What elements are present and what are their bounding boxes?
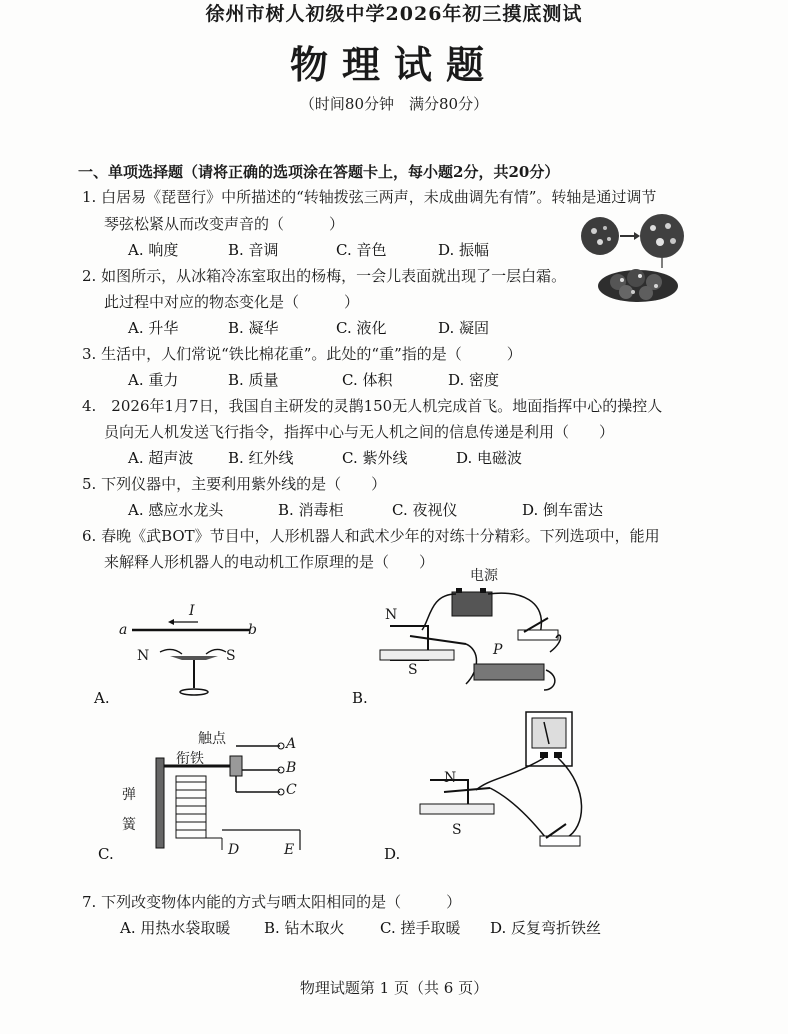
q6-option-a: A. (94, 689, 110, 707)
fig-c-armature-label: 衔铁 (176, 751, 204, 767)
q6-option-d: D. (384, 845, 401, 863)
q1-stem-line1: 1. 白居易《琵琶行》中所描述的“转轴拨弦三两声，未成曲调先有情”。转轴是通过调节 (82, 188, 657, 206)
q2-option-c: C. 液化 (336, 319, 387, 337)
q4-stem-line2: 员向无人机发送飞行指令，指挥中心与无人机之间的信息传递是利用（ ） (104, 423, 615, 441)
exam-info: （时间80分钟 满分80分） (299, 95, 489, 113)
q6-stem-line2: 来解释人形机器人的电动机工作原理的是（ ） (104, 553, 435, 571)
q1-option-c: C. 音色 (336, 241, 387, 259)
q5-stem: 5. 下列仪器中，主要利用紫外线的是（ ） (82, 475, 387, 493)
fig-c-contact-label: 触点 (198, 731, 226, 747)
q3-option-b: B. 质量 (228, 371, 279, 389)
q2-option-d: D. 凝固 (438, 319, 490, 337)
q2-option-b: B. 凝华 (228, 319, 279, 337)
fig-a-end-a: a (119, 622, 128, 638)
q4-option-b: B. 红外线 (228, 449, 294, 467)
figure-a-oersted-diagram (110, 620, 270, 710)
q1-option-d: D. 振幅 (438, 241, 490, 259)
q3-option-a: A. 重力 (128, 371, 179, 389)
q2-stem-line2: 此过程中对应的物态变化是（ ） (104, 293, 360, 311)
fig-a-current: I (189, 603, 195, 619)
q1-stem-line2: 琴弦松紧从而改变声音的（ ） (104, 215, 345, 233)
fig-a-south: S (226, 648, 236, 664)
q4-stem-line1: 4. 2026年1月7日，我国自主研发的灵鹊150无人机完成首飞。地面指挥中心的操控人 (82, 397, 663, 415)
figure-b-motor-diagram (370, 580, 570, 700)
q5-option-a: A. 感应水龙头 (128, 501, 224, 519)
q3-option-d: D. 密度 (448, 371, 500, 389)
q7-stem: 7. 下列改变物体内能的方式与晒太阳相同的是（ ） (82, 893, 462, 911)
q1-option-b: B. 音调 (228, 241, 279, 259)
fig-c-terminal-e: E (284, 842, 295, 858)
q7-option-b: B. 钻木取火 (264, 919, 345, 937)
q7-option-d: D. 反复弯折铁丝 (490, 919, 602, 937)
fig-b-north: N (385, 607, 398, 623)
fig-c-spring-label: 弹簧 (122, 787, 136, 833)
q7-option-c: C. 搓手取暖 (380, 919, 461, 937)
q4-option-a: A. 超声波 (128, 449, 194, 467)
school-header: 徐州市树人初级中学2026年初三摸底测试 (205, 3, 583, 25)
q6-stem-line1: 6. 春晚《武BOT》节目中，人形机器人和武术少年的对练十分精彩。下列选项中，能用 (82, 527, 660, 545)
fig-d-south: S (452, 822, 462, 838)
fig-c-terminal-c: C (286, 782, 297, 798)
q4-option-d: D. 电磁波 (456, 449, 523, 467)
page-footer: 物理试题第 1 页（共 6 页） (299, 979, 489, 997)
q7-option-a: A. 用热水袋取暖 (120, 919, 231, 937)
q1-option-a: A. 响度 (128, 241, 179, 259)
figure-c-relay-diagram (140, 742, 300, 850)
section-heading: 一、单项选择题（请将正确的选项涂在答题卡上，每小题2分，共20分） (78, 163, 560, 181)
frosted-bayberry-image (578, 206, 690, 306)
q6-option-b: B. (352, 689, 368, 707)
q5-option-d: D. 倒车雷达 (522, 501, 604, 519)
page-title: 物理试题 (289, 42, 498, 87)
q5-option-b: B. 消毒柜 (278, 501, 344, 519)
figure-d-generator-diagram (410, 708, 600, 858)
fig-b-south: S (408, 662, 418, 678)
fig-a-end-b: b (248, 622, 257, 638)
q5-option-c: C. 夜视仪 (392, 501, 458, 519)
fig-a-north: N (137, 648, 150, 664)
q3-stem: 3. 生活中，人们常说“铁比棉花重”。此处的“重”指的是（ ） (82, 345, 522, 363)
fig-c-terminal-d: D (228, 842, 240, 858)
q2-option-a: A. 升华 (128, 319, 179, 337)
q3-option-c: C. 体积 (342, 371, 393, 389)
fig-c-terminal-b: B (286, 760, 297, 776)
q2-stem-line1: 2. 如图所示，从冰箱冷冻室取出的杨梅，一会儿表面就出现了一层白霜。 (82, 267, 567, 285)
fig-c-terminal-a: A (286, 736, 297, 752)
fig-b-p: P (493, 642, 503, 658)
q4-option-c: C. 紫外线 (342, 449, 408, 467)
q6-option-c: C. (98, 845, 114, 863)
fig-b-power-label: 电源 (470, 568, 498, 584)
fig-d-north: N (444, 770, 457, 786)
